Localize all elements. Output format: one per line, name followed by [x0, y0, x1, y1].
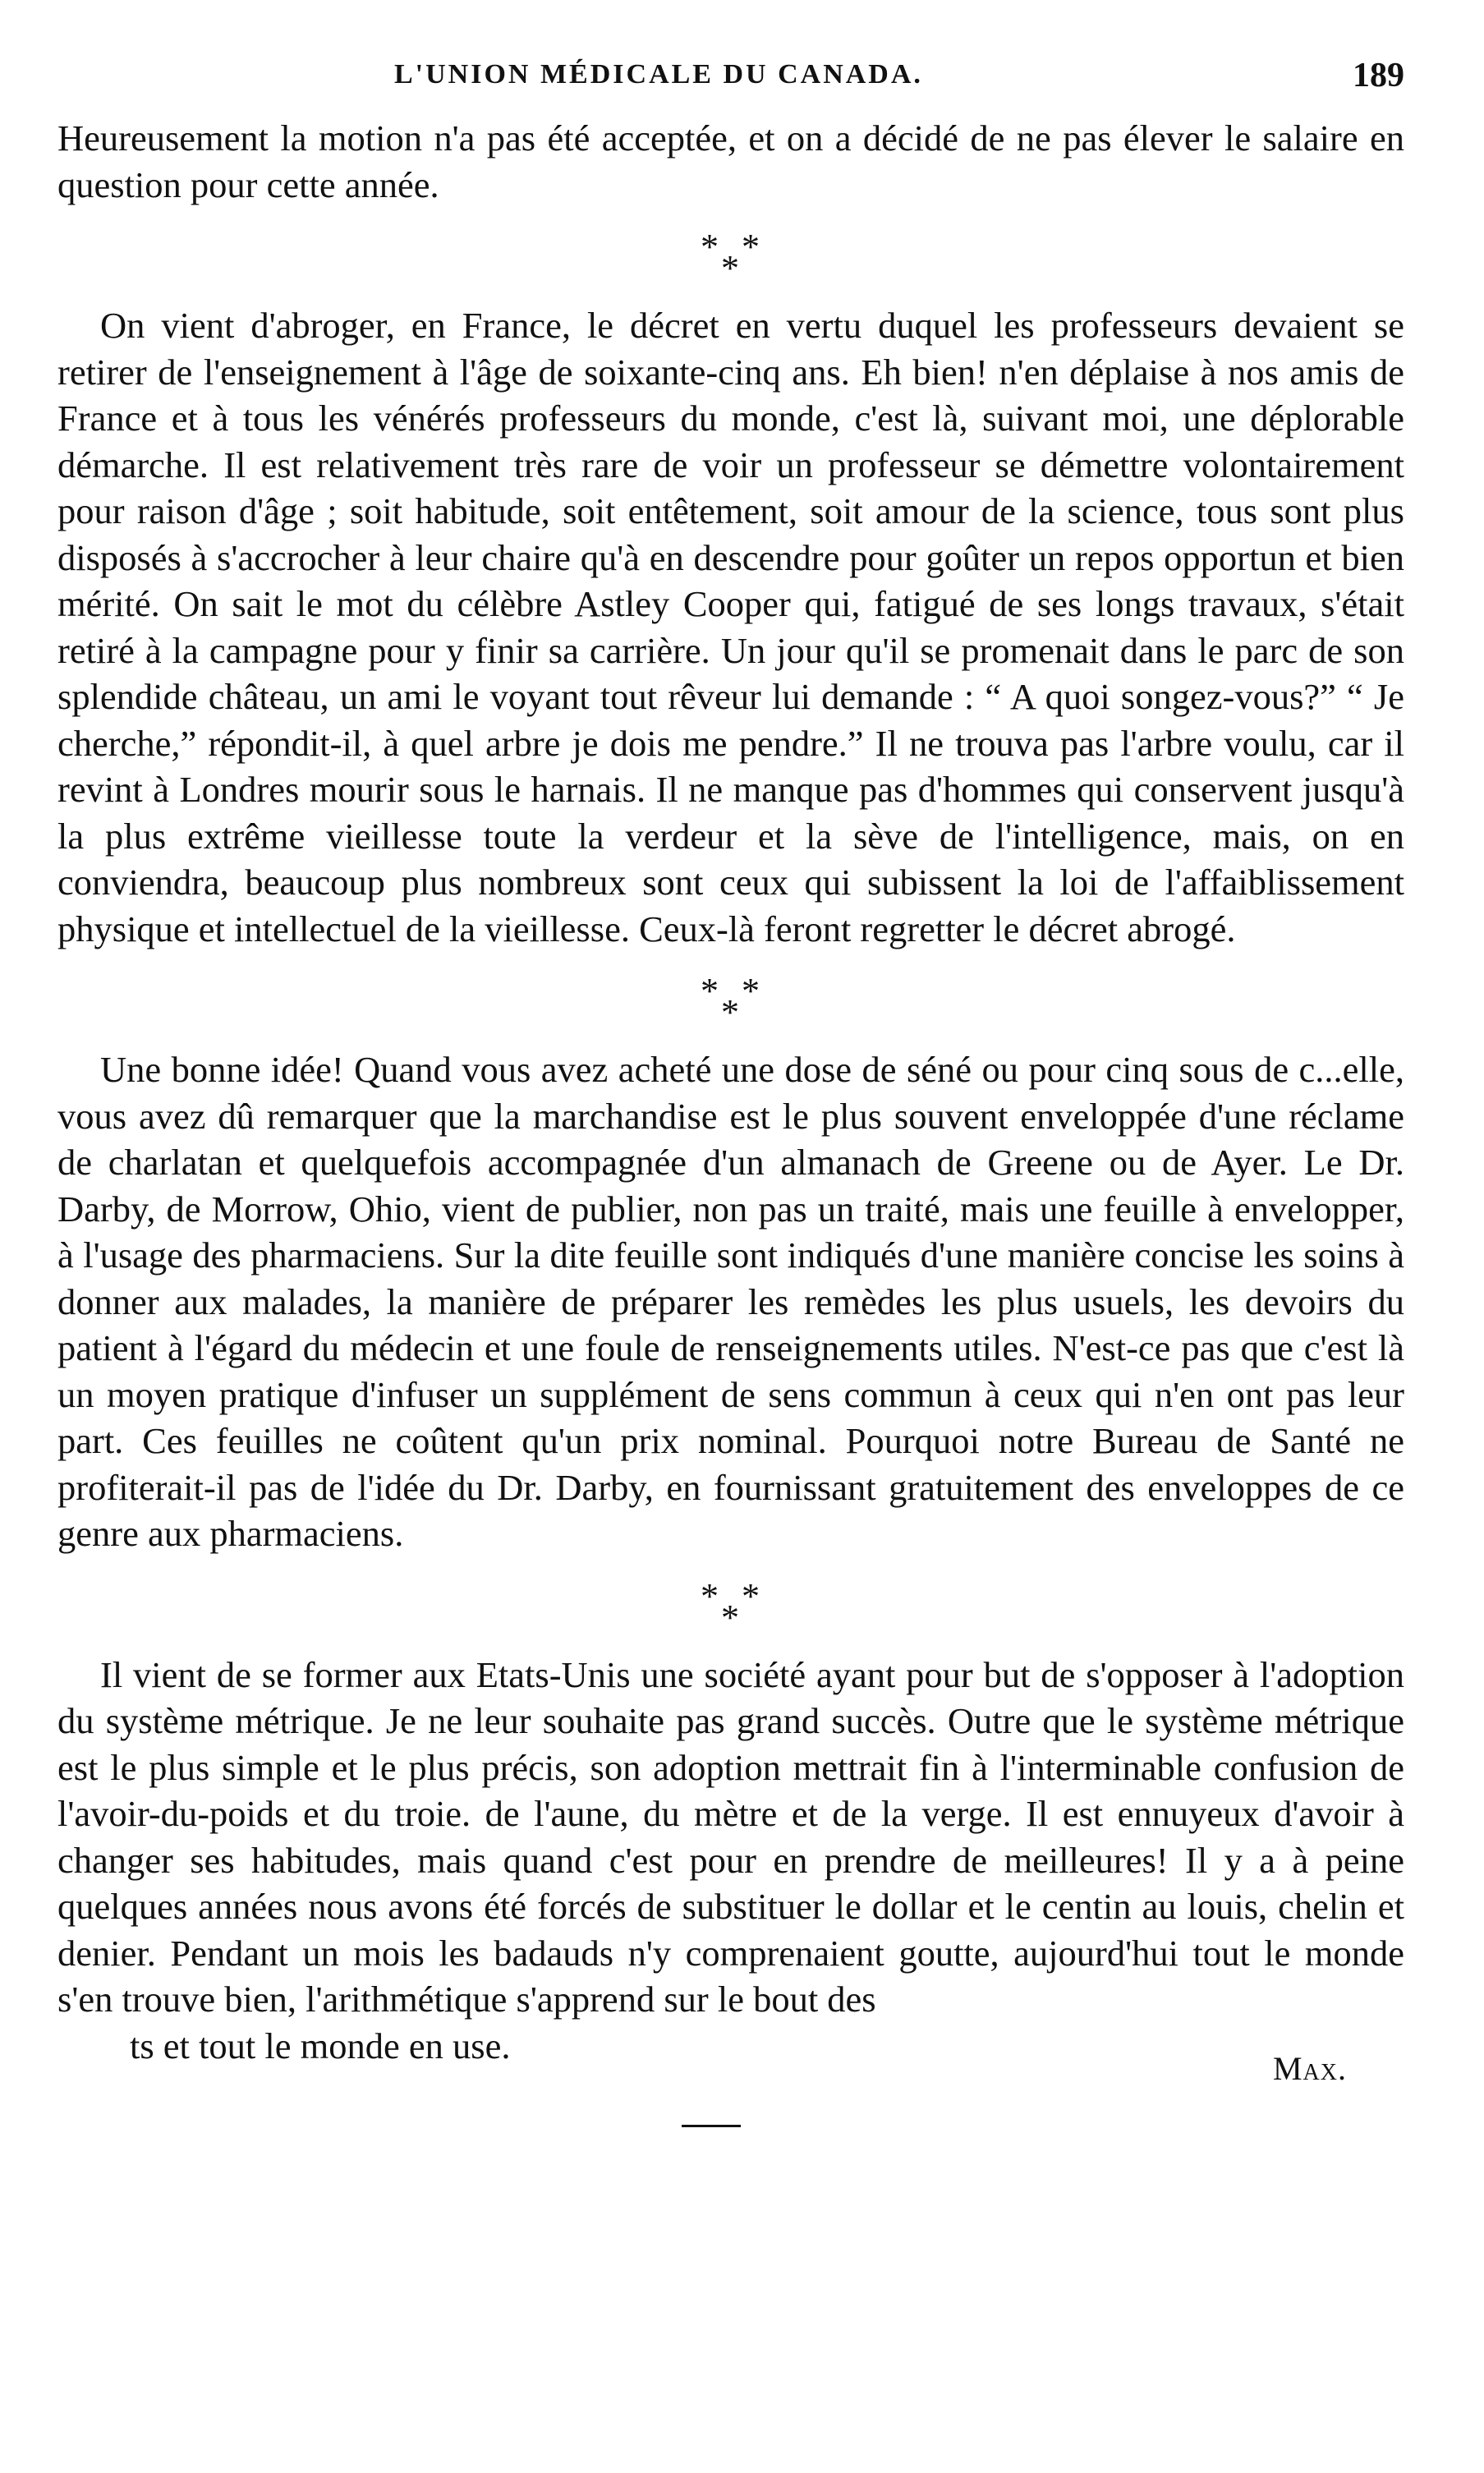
asterism-star: * [701, 1575, 719, 1616]
asterism-star: * [721, 248, 739, 288]
author-signature: Max. [1272, 2049, 1347, 2087]
page-header [57, 57, 1404, 115]
asterism-separator [57, 208, 1404, 302]
asterism-star: * [721, 1597, 739, 1638]
asterism-star: * [742, 227, 760, 267]
asterism-star: * [742, 1575, 760, 1616]
closing-line [57, 2023, 1404, 2087]
asterism-star: * [701, 971, 719, 1011]
paragraph-motion: Heureusement la motion n'a pas été acceptée, et on a décidé de ne pas élever le salaire en question pour cette année. [57, 117, 1404, 205]
document-page [57, 57, 1404, 2127]
paragraph-pharmacy-wrapper: Une bonne idée! Quand vous avez acheté une dose de séné ou pour cinq sous de c...elle, vous avez dû remarquer que la marchandise est le plus souvent enveloppée d'une réclame de charlatan et quelquefois accompagnée d'un almanach de Greene ou de Ayer. Le Dr. Darby, de Morrow, Ohio, vient de publier, non pas un traité, mais une feuille à envelopper, à l'usage des pharmaciens. Sur la dite feuille sont indiqués d'une manière concise les soins à donner aux malades, la manière de préparer les remèdes les plus usuels, les devoirs du patient à l'égard du médecin et une foule de renseignements utiles. N'est-ce pas que c'est là un moyen pratique d'infuser un supplément de sens commun à ceux qui n'en ont pas leur part. Ces feuilles ne coûtent qu'un prix nominal. Pourquoi notre Bureau de Santé ne profiterait-il pas de l'idée du Dr. Darby, en fournissant gratuitement des enveloppes de ce genre aux pharmaciens. [57, 1049, 1404, 1554]
running-head: L'UNION MÉDICALE DU CANADA. [394, 59, 923, 90]
paragraph-professors-decree: On vient d'abroger, en France, le décret en vertu duquel les professeurs devaient se retirer de l'enseignement à l'âge de soixante-cinq ans. Eh bien! n'en déplaise à nos amis de France et à tous les vénérés professeurs du monde, c'est là, suivant moi, une déplorable démarche. Il est relativement très rare de voir un professeur se démettre volontairement pour raison d'âge ; soit habitude, soit entêtement, soit amour de la science, tous sont plus disposés à s'accrocher à leur chaire qu'à en descendre pour goûter un repos opportun et bien mérité. On sait le mot du célèbre Astley Cooper qui, fatigué de ses longs travaux, s'était retiré à la campagne pour y finir sa carrière. Un jour qu'il se promenait dans le parc de son splendide château, un ami le voyant tout rêveur lui demande : “ A quoi songez-vous?” “ Je cherche,” répondit-il, à quel arbre je dois me pendre.” Il ne trouva pas l'arbre voulu, car il revint à Londres mourir sous le harnais. Il ne manque pas d'hommes qui conservent jusqu'à la plus extrême vieillesse toute la verdeur et la sève de l'intelligence, mais, on en conviendra, beaucoup plus nombreux sont ceux qui subissent la loi de l'affaiblissement physique et intellectuel de la vieillesse. Ceux-là feront regretter le décret abrogé. [57, 305, 1404, 949]
asterism-star: * [701, 227, 719, 267]
page-number: 189 [1353, 57, 1404, 94]
asterism-star: * [721, 992, 739, 1032]
asterism-separator [57, 952, 1404, 1046]
asterism-separator [57, 1557, 1404, 1652]
paragraph-metric-system: Il vient de se former aux Etats-Unis une société ayant pour but de s'opposer à l'adoption du système métrique. Je ne leur souhaite pas grand succès. Outre que le système métrique est le plus simple et le plus précis, son adoption mettrait fin à l'interminable confusion de l'avoir-du-poids et du troie. de l'aune, du mètre et de la verge. Il est ennuyeux d'avoir à changer ses habitudes, mais quand c'est pour en prendre de meilleures! Il y a à peine quelques années nous avons été forcés de substituer le dollar et le centin au louis, chelin et denier. Pendant un mois les badauds n'y comprenaient goutte, aujourd'hui tout le monde s'en trouve bien, l'arithmétique s'apprend sur le bout des [57, 1653, 1404, 2020]
asterism-star: * [742, 971, 760, 1011]
end-rule [682, 2125, 741, 2127]
paragraph-tail: ts et tout le monde en use. [130, 2025, 511, 2066]
